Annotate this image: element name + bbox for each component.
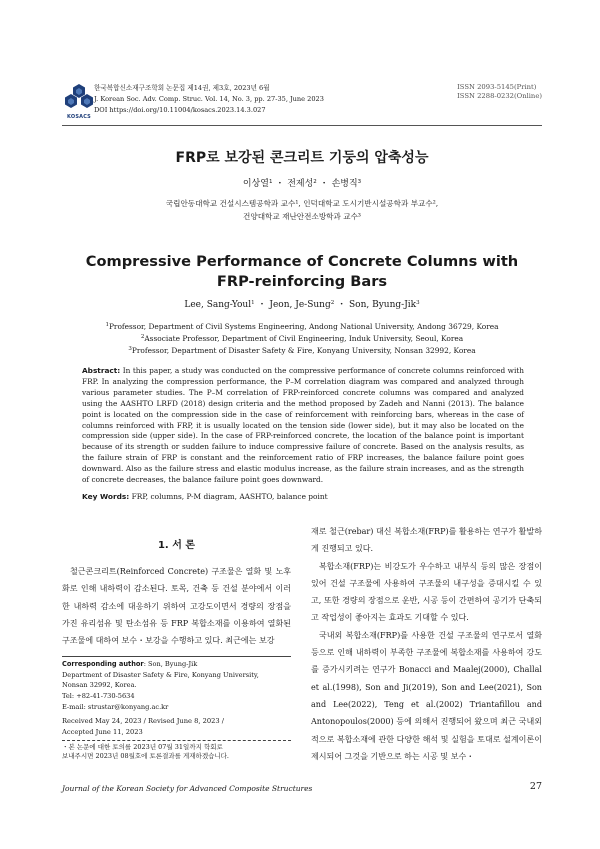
author-name: Lee, Sang-Youl	[184, 300, 252, 310]
journal-line-ko: 한국복합신소재구조학회 논문집 제14권, 제3호, 2023년 6월	[94, 84, 270, 92]
header-rule	[62, 125, 542, 126]
affiliation-english	[62, 322, 542, 331]
corresponding-author-footnote	[62, 659, 291, 713]
discussion-note	[62, 743, 291, 761]
affiliation-sup: 1	[105, 322, 109, 328]
abstract	[82, 366, 524, 486]
received-line: Received May 24, 2023 / Revised June 8, 2023 /	[62, 717, 224, 725]
issn-online: ISSN 2288-0232(Online)	[457, 92, 542, 101]
author-name: Jeon, Je-Sung	[269, 300, 331, 310]
title-korean: FRP로 보강된 콘크리트 기둥의 압축성능	[175, 150, 429, 166]
keywords-text: FRP, columns, P-M diagram, AASHTO, balance point	[131, 492, 328, 501]
footnote-email[interactable]: E-mail: strustar@konyang.ac.kr	[62, 702, 169, 711]
journal-header	[62, 79, 542, 123]
author-sup: 2	[313, 179, 317, 185]
author-sup: 2	[330, 300, 335, 306]
section-title: 서 론	[172, 540, 196, 551]
affiliation-text: Associate Professor, Department of Civil Engineering, Induk University, Seoul, Korea	[144, 334, 464, 343]
section-heading	[62, 536, 291, 551]
doi-link[interactable]: DOI https://doi.org/10.11004/kosacs.2023.14.3.027	[94, 105, 266, 114]
author-name: 이상열	[242, 179, 269, 189]
corresponding-author-line	[62, 659, 291, 670]
discussion-note-line: ・본 논문에 대한 토의를 2023년 07월 31일까지 학회로	[62, 743, 223, 751]
footnote-rule	[62, 656, 291, 657]
affiliation-text: Professor, Department of Disaster Safety & Fire, Konyang University, Nonsan 32992, Korea	[131, 346, 476, 355]
discussion-note-line: 보내주시면 2023년 08월호에 토론결과를 게재하겠습니다.	[62, 751, 230, 760]
journal-line-en: J. Korean Soc. Adv. Comp. Struc. Vol. 14, No. 3, pp. 27-35, June 2023	[94, 94, 324, 103]
body-paragraph: 복합소재(FRP)는 비강도가 우수하고 내부식 등의 많은 장점이 있어 건설 구조물에 사용하여 구조물의 내구성을 증대시킬 수 있고, 또한 경량의 장점으로 운반, 시공 등이 간편하여 공기가 단축되고 작업성이 좋아지는 효과도 기대할 수 있다.	[311, 561, 542, 623]
author-name: 전제성	[287, 179, 314, 189]
title-english-line: FRP-reinforcing Bars	[216, 273, 388, 290]
corresponding-author-name: : Son, Byung-Jik	[143, 660, 198, 668]
footnote-address: Department of Disaster Safety & Fire, Konyang University,	[62, 670, 259, 679]
accepted-line: Accepted June 11, 2023	[62, 727, 143, 736]
footer-journal-name: Journal of the Korean Society for Advanced Composite Structures	[62, 784, 313, 793]
issn-block	[457, 83, 542, 102]
title-english-line: Compressive Performance of Concrete Columns with	[85, 253, 519, 270]
kosacs-logo	[62, 82, 92, 122]
affiliation-english	[62, 334, 542, 343]
left-column-body	[62, 563, 291, 649]
abstract-text: In this paper, a study was conducted on the compressive performance of concrete columns reinforced with FRP. In analyzing the compression performance, the P–M correlation diagram was compared and analyzed through various parameter studies. The P–M correlation of FRP-reinforced concrete columns was compared and analyzed using the AASHTO LRFD (2018) design criteria and the method proposed by Zadeh and Nanni (2013). The balance point is located on the compression side in the case of reinforcement with reinforcing bars, whereas in the case of columns reinforced with FRP, it is usually located on the tension side (lower side), but it may also be located on the compression side (upper side). In the case of FRP-reinforced concrete, the location of the balance point is important because of its strength or sudden failure to induce compressive failure of concrete. Based on the analysis results, as the failure strain of FRP is constant and the reinforcement ratio of FRP increases, the balance failure point goes downward. Also as the failure stress and elastic modulus increase, as the failure strain increases, and as the strength of concrete decreases, the balance failure point goes downward.	[82, 366, 524, 485]
title-english	[62, 252, 542, 292]
author-sup: 1	[268, 179, 273, 185]
keywords-label: Key Words:	[82, 492, 130, 501]
author-name: 손병직	[331, 179, 358, 189]
abstract-label: Abstract:	[82, 366, 121, 375]
affiliation-sup: 3	[128, 346, 132, 352]
author-sup: 3	[357, 179, 362, 185]
author-sup: 3	[416, 300, 420, 306]
footnote-tel: Tel: +82-41-730-5634	[62, 692, 135, 701]
affiliation-english	[62, 346, 542, 355]
affiliation-korean: 건양대학교 재난안전소방학과 교수³	[243, 212, 361, 221]
page-number: 27	[529, 781, 542, 792]
journal-citation	[94, 83, 324, 115]
note-rule	[62, 740, 291, 741]
author-separator: ・	[337, 300, 347, 310]
body-paragraph: 철근콘크리트(Reinforced Concrete) 구조물은 열화 및 노후화로 인해 내하력이 감소된다. 토목, 건축 등 건설 분야에서 이러한 내하력 감소에 대응하기 위하여 고강도이면서 경량의 장점을 가진 유리섬유 및 탄소섬유 등 FRP 복합소재를 이용하여 열화된 구조물에 대하여 보수・보강을 수행하고 있다. 최근에는 보강	[62, 567, 291, 646]
footnote-address: Nonsan 32992, Korea.	[62, 681, 137, 690]
affiliation-sup: 2	[140, 334, 145, 340]
author-name: Son, Byung-Jik	[349, 300, 417, 310]
body-paragraph: 재로 철근(rebar) 대신 복합소재(FRP)를 활용하는 연구가 활발하게 진행되고 있다.	[311, 527, 542, 554]
logo-text: KOSACS	[67, 114, 91, 120]
affiliation-text: Professor, Department of Civil Systems Engineering, Andong National University, Andong 36729, Korea	[108, 322, 499, 331]
keywords	[82, 492, 524, 501]
author-separator: ・	[257, 300, 267, 310]
author-separator: ・	[319, 179, 329, 189]
affiliation-korean: 국립안동대학교 건설시스템공학과 교수¹, 인덕대학교 도시기반시설공학과 부교수²,	[165, 199, 439, 208]
author-separator: ・	[275, 179, 285, 189]
authors-korean	[62, 176, 542, 189]
issn-print: ISSN 2093-5145(Print)	[457, 83, 537, 91]
right-column-body	[311, 523, 542, 765]
authors-english	[62, 297, 542, 310]
author-sup: 1	[251, 300, 255, 306]
corresponding-author-label: Corresponding author	[62, 660, 144, 668]
received-dates	[62, 716, 291, 737]
body-paragraph: 국내외 복합소재(FRP)를 사용한 건설 구조물의 연구로서 열화 등으로 인해 내하력이 부족한 구조물에 복합소재를 사용하여 강도를 증가시키려는 연구가 Bonacci and Maalej(2000), Challal et al.(1998), Son and Ji(2019), Son and Lee(2021), Son and Lee(2022), Teng et al.(2002) Triantafillou and Antonopoulos(2000) 등에 의해서 진행되어 왔으며 최근 국내외적으로 복합소재에 관한 다양한 해석 및 실험을 토대로 설계이론이 제시되어 그것을 기반으로 하는 시공 및 보수・	[311, 630, 542, 761]
section-number: 1.	[157, 540, 169, 551]
